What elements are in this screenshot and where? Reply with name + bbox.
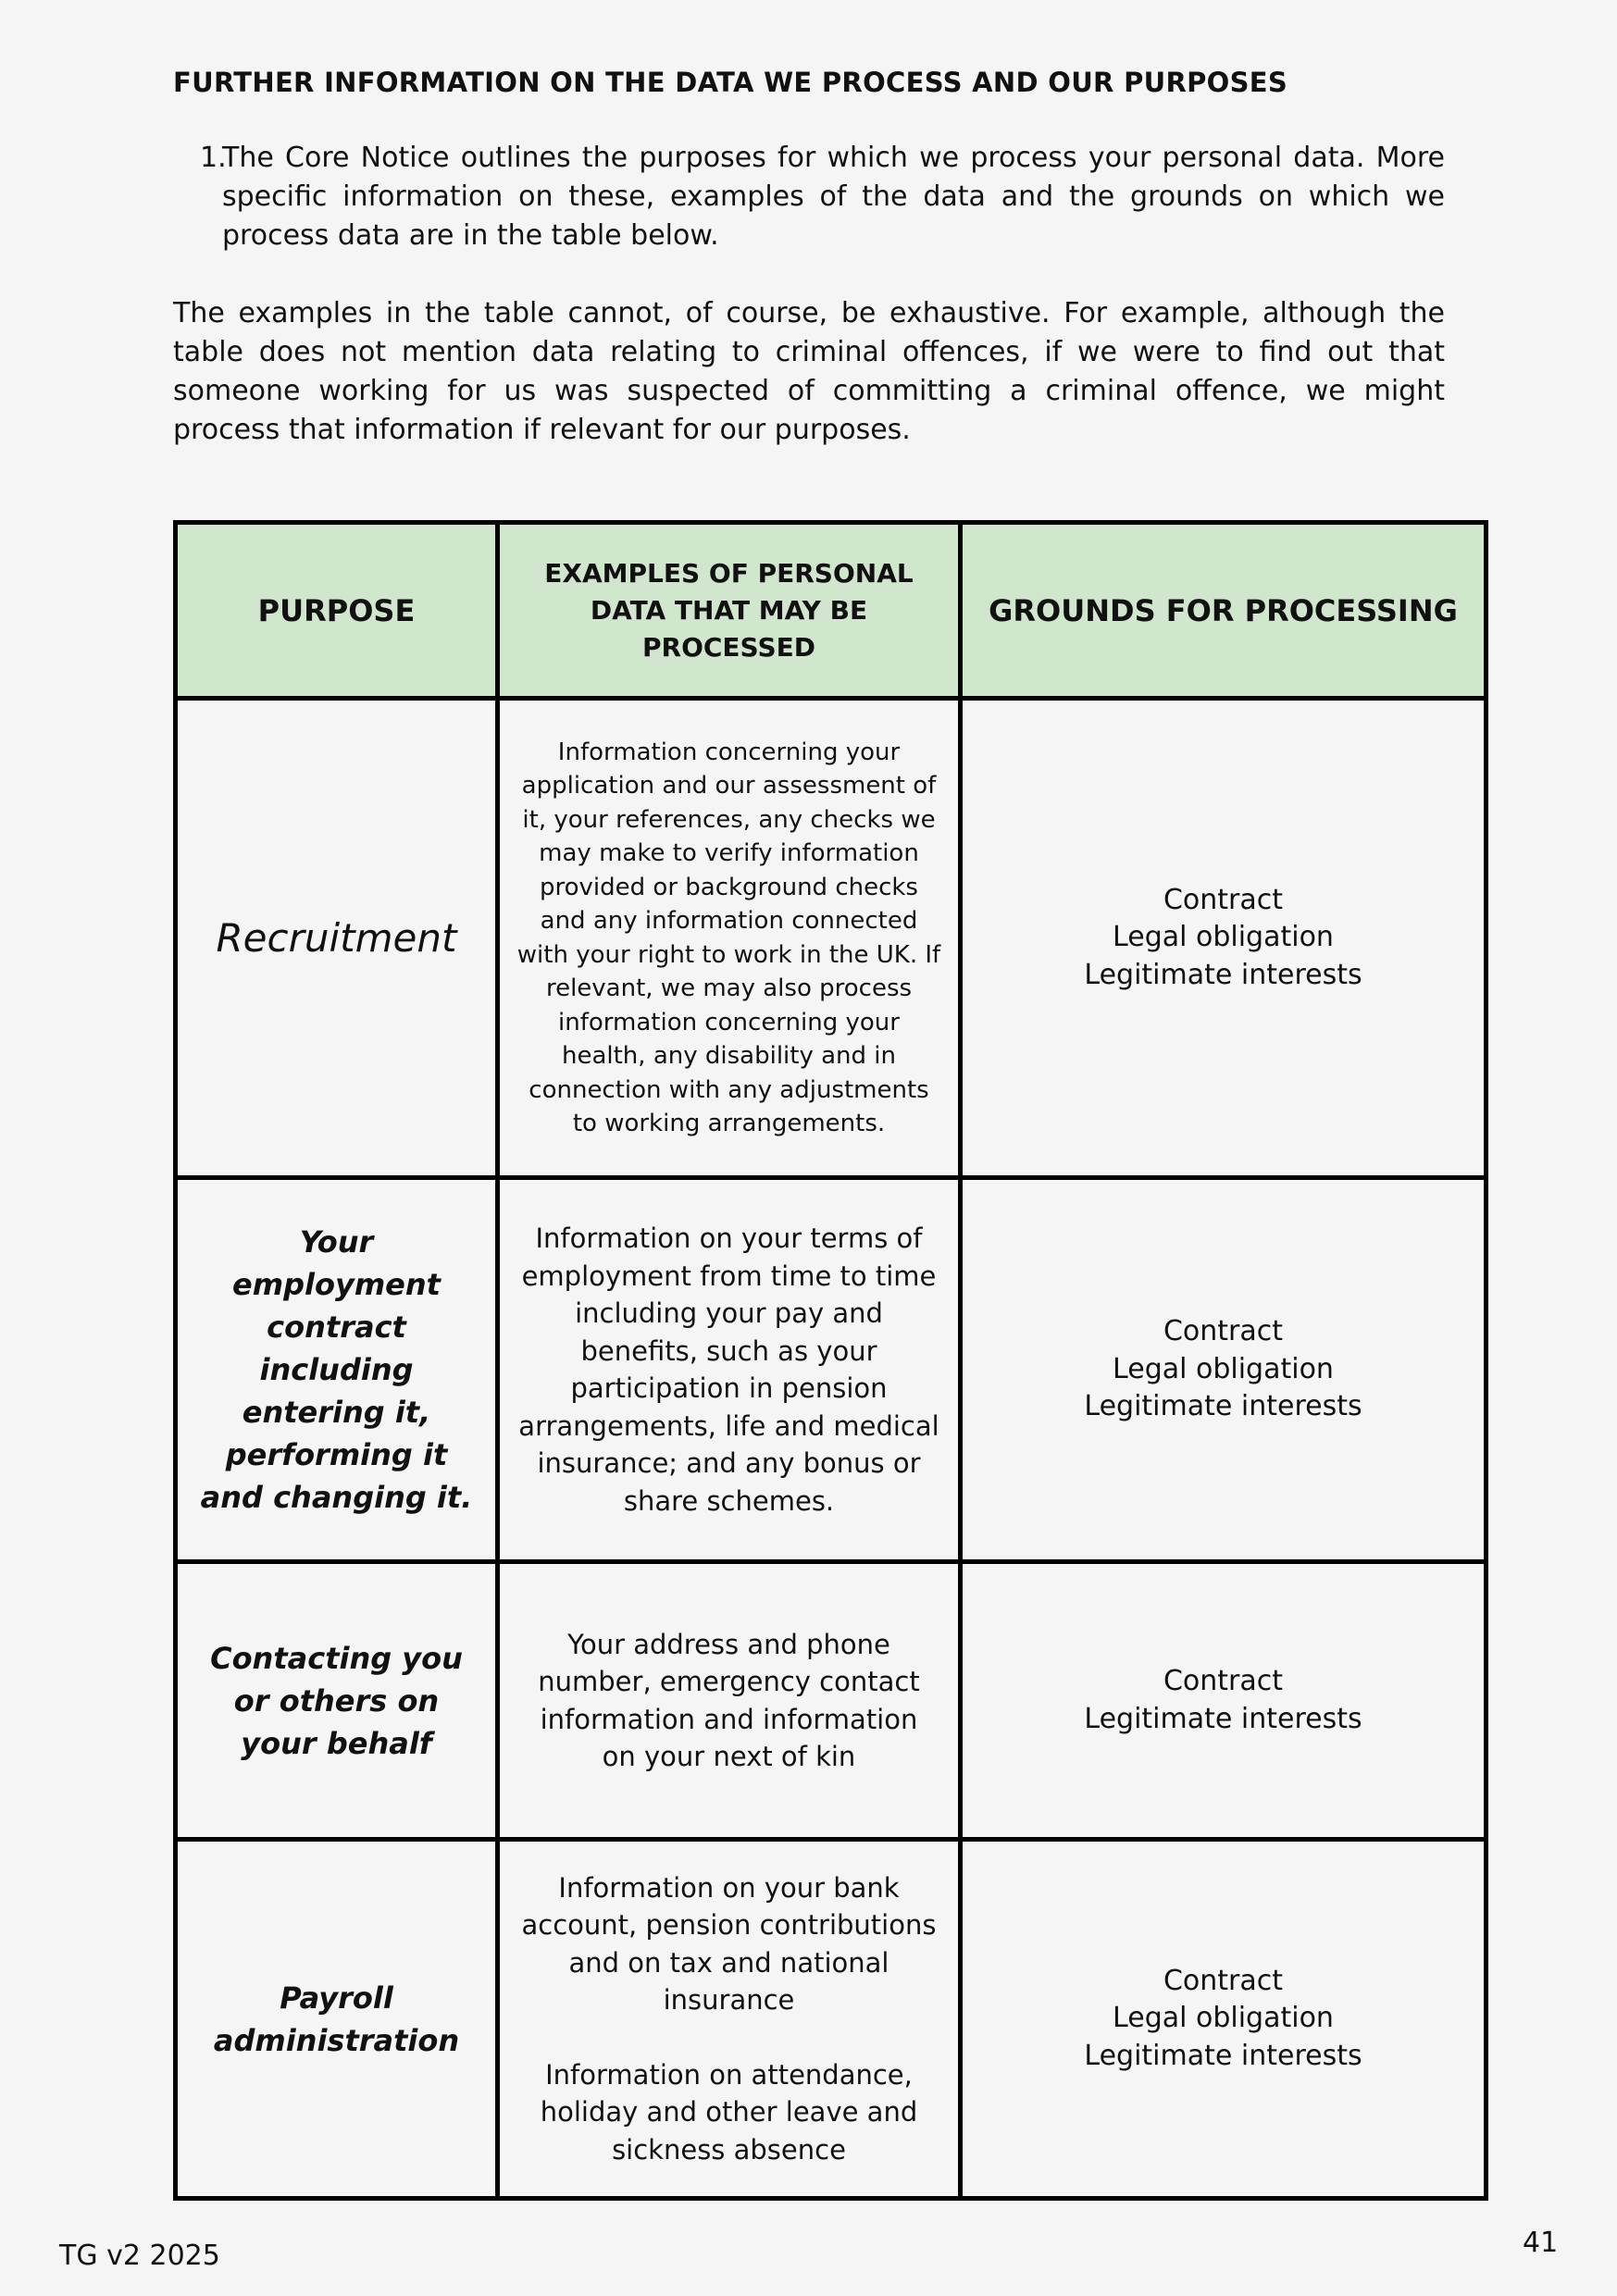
ground-item: Legitimate interests (1084, 1390, 1362, 1423)
intro-list-item (200, 139, 1445, 255)
list-number: 1. (200, 142, 227, 174)
examples-cell (498, 1562, 961, 1840)
paragraph-gap (516, 2019, 941, 2056)
examples-cell (498, 1840, 961, 2199)
ground-item: Contract (1163, 1964, 1284, 1997)
ground-item: Contract (1163, 1665, 1284, 1697)
ground-item: Legitimate interests (1084, 1702, 1362, 1735)
examples-paragraph: The examples in the table cannot, of course, be exhaustive. For example, although the table does not mention data relating to criminal offences, if we were to find out that someone working for us was suspected of committing a criminal offence, we might process that information if relevant for our purposes. (173, 297, 1445, 446)
grounds-cell (961, 1840, 1486, 2199)
ground-item: Contract (1163, 883, 1284, 916)
grounds-cell (961, 699, 1486, 1178)
purpose-cell: Contacting you or others on your behalf (176, 1562, 498, 1840)
intro-text: The Core Notice outlines the purposes for which we process your personal data. More specific information on these, examples of the data and the grounds on which we process data are in the table below. (222, 142, 1445, 252)
header-grounds: GROUNDS FOR PROCESSING (961, 523, 1486, 699)
table-header-row (176, 523, 1486, 699)
purpose-cell: Recruitment (176, 699, 498, 1178)
table-row (176, 699, 1486, 1178)
table-row (176, 1562, 1486, 1840)
examples-text: Information on attendance, holiday and other leave and sickness absence (540, 2058, 918, 2166)
purpose-cell: Your employment contract including entering it, performing it and changing it. (176, 1178, 498, 1562)
purpose-cell: Payroll administration (176, 1840, 498, 2199)
footer-version: TG v2 2025 (59, 2240, 220, 2272)
examples-text: Information concerning your application and our assessment of it, your references, any checks we may make to verify information provided or background checks and any information connected with your right to work in the UK. If relevant, we may also process information concerning your health, any disability and in connection with any adjustments to working arrangements. (516, 738, 941, 1137)
examples-text: Your address and phone number, emergency contact information and information on your next of kin (538, 1628, 920, 1772)
table-row (176, 1840, 1486, 2199)
examples-text: Information on your terms of employment from time to time including your pay and benefits, such as your participation in pension arrangements, life and medical insurance; and any bonus or share schemes. (518, 1222, 939, 1517)
ground-item: Contract (1163, 1315, 1284, 1348)
page-title: FURTHER INFORMATION ON THE DATA WE PROCESS AND OUR PURPOSES (173, 67, 1288, 98)
ground-item: Legal obligation (1113, 921, 1334, 954)
grounds-cell (961, 1562, 1486, 1840)
ground-item: Legal obligation (1113, 2002, 1334, 2035)
ground-item: Legitimate interests (1084, 2039, 1362, 2072)
grounds-cell (961, 1178, 1486, 1562)
page-number: 41 (1523, 2227, 1559, 2259)
examples-text: Information on your bank account, pension contributions and on tax and national insurance (521, 1871, 937, 2017)
header-examples: EXAMPLES OF PERSONAL DATA THAT MAY BE PROCESSED (498, 523, 961, 699)
purposes-table (173, 520, 1488, 2201)
ground-item: Legitimate interests (1084, 958, 1362, 991)
examples-cell (498, 1178, 961, 1562)
ground-item: Legal obligation (1113, 1352, 1334, 1385)
examples-cell (498, 699, 961, 1178)
table-row (176, 1178, 1486, 1562)
header-purpose: PURPOSE (176, 523, 498, 699)
